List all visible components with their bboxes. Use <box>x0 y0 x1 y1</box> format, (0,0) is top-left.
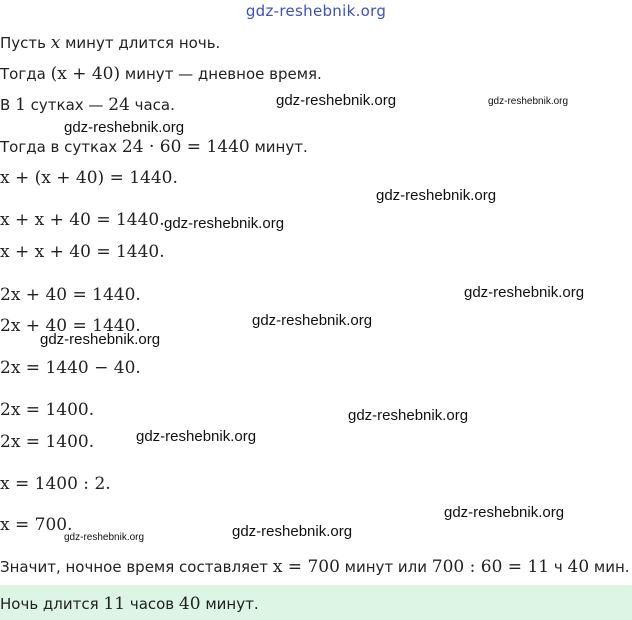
conclusion-line <box>0 557 630 577</box>
solution-line-3 <box>0 95 175 115</box>
math-num: 1 <box>15 95 26 115</box>
watermark: gdz-reshebnik.org <box>464 284 585 301</box>
solution-line-2 <box>0 64 322 84</box>
watermark: gdz-reshebnik.org <box>164 215 285 232</box>
text: минут. <box>200 595 259 613</box>
math-num: 11 <box>103 594 126 614</box>
math-expr: 24 · 60 = 1440 <box>121 137 250 157</box>
math-expr: 700 : 60 = 11 <box>431 557 550 577</box>
text: Ночь длится <box>0 595 104 613</box>
text: часа. <box>129 96 175 114</box>
equation-9: x = 1400 : 2. <box>0 474 111 494</box>
watermark: gdz-reshebnik.org <box>276 92 397 109</box>
text: Значит, ночное время составляет <box>0 558 273 576</box>
math-num: 40 <box>567 557 590 577</box>
solution-line-1 <box>0 33 220 53</box>
equation-1: x + (x + 40) = 1440. <box>0 168 178 188</box>
math-var: x <box>50 33 61 53</box>
watermark: gdz-reshebnik.org <box>488 96 569 107</box>
watermark: gdz-reshebnik.org <box>252 312 373 329</box>
text: В <box>0 96 16 114</box>
equation-3: x + x + 40 = 1440. <box>0 242 165 262</box>
text: минут или <box>339 558 432 576</box>
site-link[interactable]: gdz-reshebnik.org <box>245 2 387 20</box>
equation-2: x + x + 40 = 1440. <box>0 210 165 230</box>
watermark: gdz-reshebnik.org <box>444 504 565 521</box>
watermark: gdz-reshebnik.org <box>40 331 161 348</box>
watermark: gdz-reshebnik.org <box>64 532 145 543</box>
math-expr: (x + 40) <box>50 64 121 84</box>
text: Тогда <box>0 65 51 83</box>
text: сутках — <box>25 96 109 114</box>
equation-5: 2x + 40 = 1440. <box>0 316 141 336</box>
solution-line-4 <box>0 137 308 157</box>
equation-8: 2x = 1400. <box>0 432 95 452</box>
text: часов <box>125 595 179 613</box>
text: минут. <box>249 138 308 156</box>
text: Пусть <box>0 34 51 52</box>
watermark: gdz-reshebnik.org <box>348 407 469 424</box>
watermark: gdz-reshebnik.org <box>376 187 497 204</box>
math-num: 40 <box>178 594 201 614</box>
text: ч <box>549 558 568 576</box>
text: минут — дневное время. <box>120 65 322 83</box>
math-num: 24 <box>108 95 130 115</box>
text: минут длится ночь. <box>60 34 221 52</box>
equation-10: x = 700. <box>0 515 73 535</box>
equation-7: 2x = 1400. <box>0 400 95 420</box>
math-expr: x = 700 <box>272 557 340 577</box>
watermark: gdz-reshebnik.org <box>136 428 257 445</box>
watermark: gdz-reshebnik.org <box>64 119 185 136</box>
answer-box <box>0 585 632 620</box>
text: мин. <box>589 558 630 576</box>
equation-4: 2x + 40 = 1440. <box>0 285 141 305</box>
site-header <box>0 0 632 26</box>
text: Тогда в сутках <box>0 138 122 156</box>
answer-line <box>0 594 259 614</box>
watermark: gdz-reshebnik.org <box>232 523 353 540</box>
equation-6: 2x = 1440 − 40. <box>0 358 141 378</box>
